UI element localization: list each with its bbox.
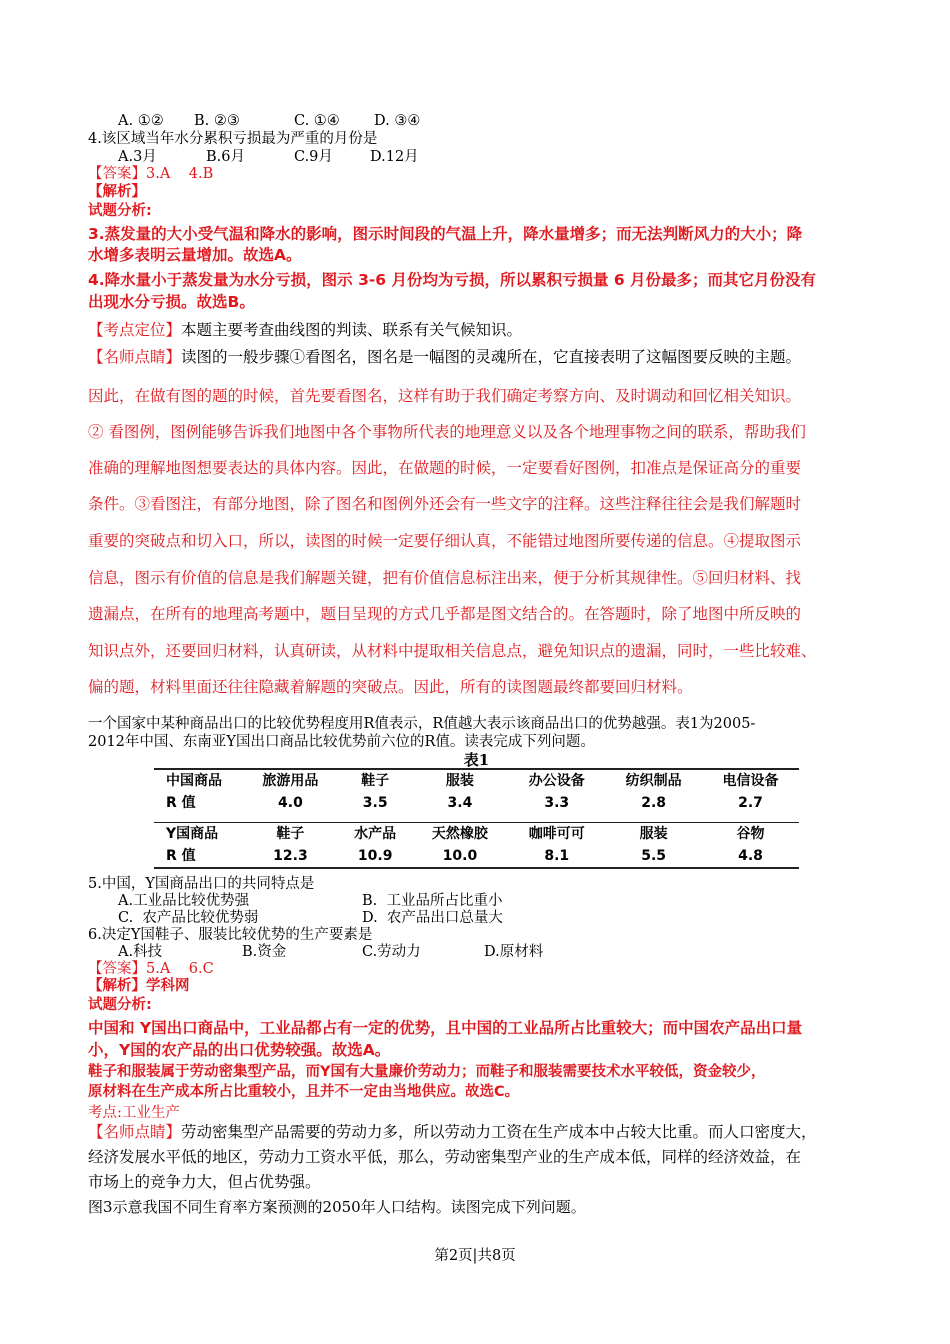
analysis-1-line: 出现水分亏损。故选B。 bbox=[88, 293, 255, 311]
table-row bbox=[154, 845, 799, 868]
mingshi-label: 【名师点睛】 bbox=[88, 348, 182, 366]
china-value: 3.3 bbox=[544, 795, 570, 811]
mingshi-1-line: 遗漏点，在所有的地理高考题中，题目呈现的方式几乎都是图文结合的。在答题时，除了地图中所反映的 bbox=[88, 605, 802, 623]
mingshi-2-line: 经济发展水平低的地区，劳动力工资水平低，那么，劳动密集型产业的生产成本低，同样的经济效益，在 bbox=[88, 1148, 802, 1166]
q4-option-a: A.3月 bbox=[118, 149, 157, 165]
table-row bbox=[154, 823, 799, 846]
intro-2-line: 2012年中国、东南亚Y国出口商品比较优势前六位的R值。读表完成下列问题。 bbox=[88, 734, 595, 750]
intro-2-line: 一个国家中某种商品出口的比较优势程度用R值表示，R值越大表示该商品出口的优势越强。表1为2005- bbox=[88, 716, 756, 732]
analysis-1-line: 水增多表明云量增加。故选A。 bbox=[88, 246, 302, 264]
mingshi-text: 读图的一般步骤①看图名，图名是一幅图的灵魂所在，它直接表明了这幅图要反映的主题。 bbox=[181, 348, 802, 366]
y-item: 谷物 bbox=[736, 826, 765, 842]
china-value: 2.8 bbox=[641, 795, 667, 811]
y-item: 服装 bbox=[639, 826, 668, 842]
y-value: 8.1 bbox=[544, 848, 570, 864]
q3-option-b: B. ②③ bbox=[194, 113, 240, 129]
mingshi-1-line: 信息，图示有价值的信息是我们解题关键，把有价值信息标注出来，便于分析其规律性。⑤回归材料、找 bbox=[88, 569, 802, 587]
y-r-label: R 值 bbox=[166, 848, 196, 864]
mingshi-2-line: 市场上的竞争力大，但占优势强。 bbox=[88, 1173, 321, 1191]
china-item: 服装 bbox=[445, 773, 474, 789]
q5-options-row1 bbox=[118, 892, 502, 910]
analysis-2-line: 中国和 Y国出口商品中，工业品都占有一定的优势，且中国的工业品所占比重较大；而中国农产品出口量 bbox=[88, 1019, 803, 1037]
mingshi-1-first bbox=[88, 347, 801, 367]
table-row bbox=[154, 792, 799, 814]
china-row-label: 中国商品 bbox=[166, 773, 222, 789]
mingshi-1-line: 准确的理解地图想要表达的具体内容。因此，在做题的时候，一定要看好图例，扣准点是保证高分的重要 bbox=[88, 459, 802, 477]
q6-stem: 6.决定Y国鞋子、服装比较优势的生产要素是 bbox=[88, 927, 373, 943]
jiexi-label-2 bbox=[88, 977, 190, 995]
q5-options-row2 bbox=[118, 909, 503, 927]
q5-option-c: C. 农产品比较优势弱 bbox=[118, 910, 259, 926]
watermark-text: 学科网 bbox=[146, 978, 190, 994]
mingshi-1-line: 知识点外，还要回归材料，认真研读，从材料中提取相关信息点，避免知识点的遗漏，同时，一些比较难、 bbox=[88, 642, 817, 660]
r-value-table bbox=[154, 768, 799, 869]
kaodian-2: 考点:工业生产 bbox=[88, 1105, 180, 1121]
analysis-1-title: 试题分析: bbox=[88, 203, 152, 219]
q5-option-a: A.工业品比较优势强 bbox=[118, 893, 250, 909]
analysis-2-line: 原材料在生产成本所占比重较小，且并不一定由当地供应。故选C。 bbox=[88, 1084, 520, 1100]
y-item: 鞋子 bbox=[276, 826, 305, 842]
answer-value: 3.A 4.B bbox=[146, 166, 214, 182]
kaodian-label: 【考点定位】 bbox=[88, 321, 182, 339]
answer-label: 【答案】 bbox=[88, 166, 146, 182]
china-item: 办公设备 bbox=[528, 773, 585, 789]
china-item: 鞋子 bbox=[361, 773, 390, 789]
q3-option-a: A. ①② bbox=[118, 113, 164, 129]
table-1 bbox=[154, 752, 799, 869]
q6-option-b: B.资金 bbox=[242, 944, 287, 960]
jiexi-label: 【解析】 bbox=[88, 977, 146, 994]
mingshi-1-line: 因此，在做有图的题的时候，首先要看图名，这样有助于我们确定考察方向、及时调动和回忆相关知识。 bbox=[88, 387, 802, 405]
china-value: 3.5 bbox=[362, 795, 388, 811]
kaodian-text: 本题主要考查曲线图的判读、联系有关气候知识。 bbox=[181, 321, 523, 339]
mingshi-1-line: 偏的题，材料里面还往往隐藏着解题的突破点。因此，所有的读图题最终都要回归材料。 bbox=[88, 678, 693, 696]
q5-option-d: D. 农产品出口总量大 bbox=[362, 910, 503, 926]
answer-label: 【答案】 bbox=[88, 961, 146, 977]
analysis-2-line: 小，Y国的农产品的出口优势较强。故选A。 bbox=[88, 1041, 391, 1059]
table-row bbox=[154, 769, 799, 792]
mingshi-1-line: 条件。③看图注，有部分地图，除了图名和图例外还会有一些文字的注释。这些注释往往会是我们解题时 bbox=[88, 495, 802, 513]
china-value: 4.0 bbox=[278, 795, 303, 811]
analysis-2-title: 试题分析: bbox=[88, 997, 152, 1013]
q4-option-b: B.6月 bbox=[206, 149, 245, 165]
mingshi-text: 劳动密集型产品需要的劳动力多，所以劳动力工资在生产成本中占较大比重。而人口密度大， bbox=[181, 1123, 817, 1141]
q6-option-c: C.劳动力 bbox=[362, 944, 421, 960]
y-value: 10.0 bbox=[442, 848, 478, 864]
china-item: 电信设备 bbox=[722, 773, 779, 789]
intro-3: 图3示意我国不同生育率方案预测的2050年人口结构。读图完成下列问题。 bbox=[88, 1198, 586, 1216]
china-r-label: R 值 bbox=[166, 795, 196, 811]
q4-options bbox=[118, 148, 419, 166]
q6-option-d: D.原材料 bbox=[484, 944, 544, 960]
mingshi-1-line: ② 看图例，图例能够告诉我们地图中各个事物所代表的地理意义以及各个地理事物之间的联系，帮助我们 bbox=[88, 423, 806, 441]
q3-option-d: D. ③④ bbox=[374, 113, 421, 129]
china-item: 旅游用品 bbox=[262, 773, 319, 789]
mingshi-1-line: 重要的突破点和切入口，所以，读图的时候一定要仔细认真，不能错过地图所要传递的信息。④提取图示 bbox=[88, 532, 802, 550]
mingshi-label: 【名师点睛】 bbox=[88, 1123, 182, 1141]
q6-option-a: A.科技 bbox=[118, 944, 163, 960]
q4-option-c: C.9月 bbox=[294, 149, 333, 165]
table-title: 表1 bbox=[463, 751, 490, 769]
q3-option-c: C. ①④ bbox=[294, 113, 340, 129]
china-value: 3.4 bbox=[447, 795, 473, 811]
mingshi-2-first bbox=[88, 1122, 817, 1142]
q3-options bbox=[118, 112, 420, 130]
q4-option-d: D.12月 bbox=[370, 149, 419, 165]
answer-2 bbox=[88, 960, 214, 978]
y-item: 水产品 bbox=[354, 826, 397, 842]
q5-stem: 5.中国，Y国商品出口的共同特点是 bbox=[88, 876, 315, 892]
q4-stem: 4.该区域当年水分累积亏损最为严重的月份是 bbox=[88, 131, 378, 147]
y-item: 咖啡可可 bbox=[528, 826, 585, 842]
china-item: 纺织制品 bbox=[625, 773, 682, 789]
y-value: 12.3 bbox=[273, 848, 308, 864]
analysis-2-line: 鞋子和服装属于劳动密集型产品，而Y国有大量廉价劳动力；而鞋子和服装需要技术水平较低，资金较少， bbox=[88, 1064, 766, 1080]
q5-option-b: B. 工业品所占比重小 bbox=[362, 893, 503, 909]
y-value: 4.8 bbox=[738, 848, 763, 864]
china-value: 2.7 bbox=[738, 795, 763, 811]
kaodian-1 bbox=[88, 320, 522, 340]
q6-options bbox=[118, 943, 543, 961]
answer-value: 5.A 6.C bbox=[146, 961, 214, 977]
answer-1 bbox=[88, 165, 213, 183]
y-row-label: Y国商品 bbox=[166, 826, 219, 842]
y-value: 5.5 bbox=[641, 848, 667, 864]
analysis-1-line: 3.蒸发量的大小受气温和降水的影响，图示时间段的气温上升，降水量增多；而无法判断风力的大小；降 bbox=[88, 225, 803, 243]
jiexi-label-1: 【解析】 bbox=[88, 183, 146, 200]
page-footer: 第2页|共8页 bbox=[434, 1248, 516, 1264]
analysis-1-line: 4.降水量小于蒸发量为水分亏损，图示 3-6 月份均为亏损，所以累积亏损量 6 月份最多；而其它月份没有 bbox=[88, 271, 817, 289]
y-item: 天然橡胶 bbox=[431, 826, 488, 842]
y-value: 10.9 bbox=[357, 848, 393, 864]
